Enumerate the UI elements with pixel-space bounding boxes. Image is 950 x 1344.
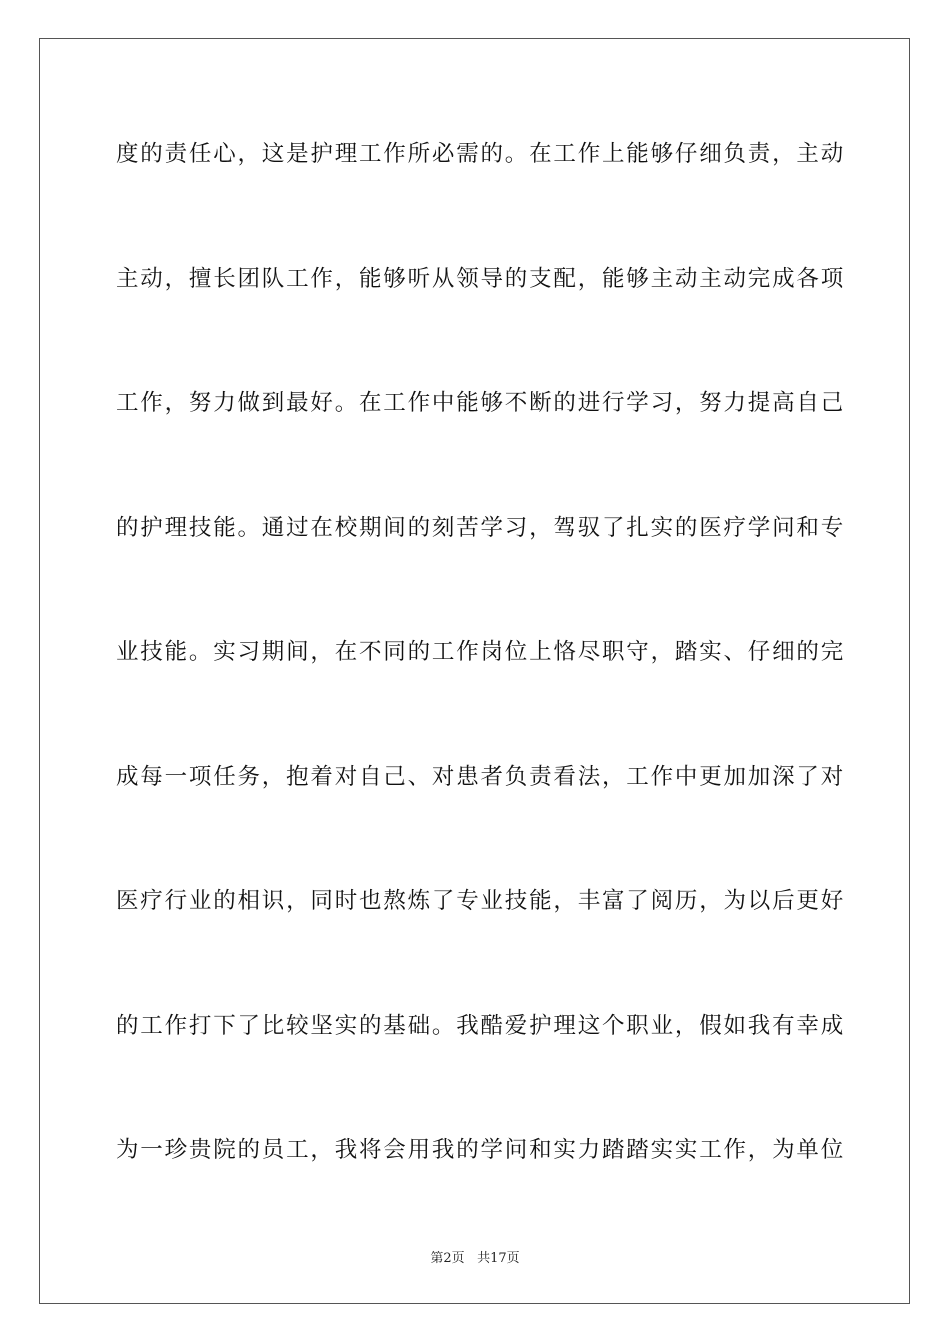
text-line: 的工作打下了比较坚实的基础。我酷爱护理这个职业，假如我有幸成 (116, 1012, 846, 1039)
text-line: 医疗行业的相识，同时也熬炼了专业技能，丰富了阅历，为以后更好 (116, 888, 846, 914)
page-number: 第2页 (430, 1251, 465, 1266)
text-line: 业技能。实习期间，在不同的工作岗位上恪尽职守，踏实、仔细的完 (116, 639, 846, 665)
text-line: 主动，擅长团队工作，能够听从领导的支配，能够主动主动完成各项 (116, 265, 846, 292)
page-total: 共17页 (477, 1251, 520, 1266)
text-line: 的护理技能。通过在校期间的刻苦学习，驾驭了扎实的医疗学问和专 (116, 514, 846, 541)
text-line: 为一珍贵院的员工，我将会用我的学问和实力踏踏实实工作，为单位 (116, 1137, 846, 1163)
text-line: 工作，努力做到最好。在工作中能够不断的进行学习，努力提高自己 (116, 390, 846, 416)
document-body (116, 123, 846, 1244)
text-line: 度的责任心，这是护理工作所必需的。在工作上能够仔细负责，主动 (116, 141, 846, 167)
page-footer (0, 1247, 950, 1266)
text-line: 成每一项任务，抱着对自己、对患者负责看法，工作中更加加深了对 (116, 763, 846, 790)
